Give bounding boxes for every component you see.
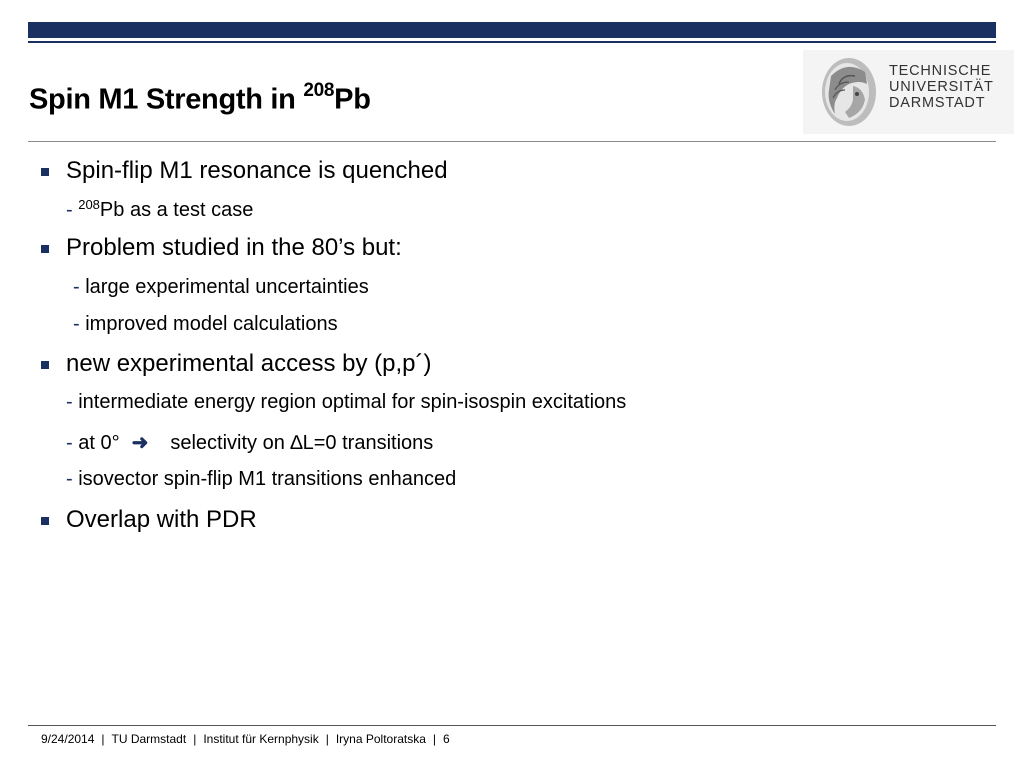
athena-head-icon — [819, 54, 883, 130]
footer-author: Iryna Poltoratska — [335, 732, 426, 746]
header-bar — [28, 22, 996, 38]
sub-bullet-text: intermediate energy region optimal for spin-isospin excitations — [78, 391, 627, 413]
footer-separator: | — [432, 732, 437, 746]
slide-title — [29, 82, 371, 117]
header-bar-line — [28, 41, 996, 43]
sub-bullet-text: improved model calculations — [85, 313, 338, 335]
dash-marker: - — [66, 391, 79, 413]
bullet-marker — [41, 361, 49, 369]
bullet-1: Spin-flip M1 resonance is quenched — [66, 157, 448, 184]
footer — [41, 732, 450, 746]
footer-separator: | — [101, 732, 105, 746]
sub-bullet-text: Pb as a test case — [99, 199, 254, 221]
sub-bullet-3-3 — [66, 468, 456, 491]
footer-separator: | — [193, 732, 197, 746]
sub-bullet-text: at 0° — [78, 432, 120, 454]
footer-separator: | — [325, 732, 329, 746]
arrow-right-icon: ➜ — [131, 432, 149, 454]
dash-marker: - — [66, 468, 79, 490]
bullet-4: Overlap with PDR — [66, 506, 257, 533]
footer-institute: Institut für Kernphysik — [203, 732, 319, 746]
bullet-marker — [41, 517, 49, 525]
dash-marker: - — [73, 276, 86, 298]
title-divider — [28, 141, 996, 142]
university-logo — [803, 50, 1014, 134]
sub-bullet-2-1 — [73, 276, 369, 299]
dash-marker: - — [73, 313, 86, 335]
logo-wordmark — [889, 63, 994, 111]
bullet-marker — [41, 245, 49, 253]
footer-organization: TU Darmstadt — [111, 732, 187, 746]
dash-marker: - — [66, 199, 79, 221]
superscript-208: 208 — [78, 197, 100, 212]
dash-marker: - — [66, 432, 79, 454]
slide-title-superscript: 208 — [303, 80, 335, 101]
sub-bullet-3-1 — [66, 391, 626, 414]
footer-date: 9/24/2014 — [41, 732, 95, 746]
bullet-3: new experimental access by (p,p´) — [66, 350, 432, 377]
bullet-marker — [41, 168, 49, 176]
logo-line-3: DARMSTADT — [889, 95, 986, 111]
logo-line-1: TECHNISCHE — [889, 63, 992, 79]
footer-page-number: 6 — [443, 732, 450, 746]
slide-title-text: Spin M1 Strength in — [29, 83, 304, 116]
sub-bullet-2-2 — [73, 313, 338, 336]
sub-bullet-text-2: selectivity on ∆L=0 transitions — [170, 432, 434, 454]
bullet-2: Problem studied in the 80’s but: — [66, 234, 402, 261]
sub-bullet-1-1 — [66, 199, 253, 222]
logo-line-2: UNIVERSITÄT — [889, 79, 994, 95]
sub-bullet-text: large experimental uncertainties — [85, 276, 369, 298]
sub-bullet-3-2 — [66, 430, 433, 455]
slide-title-end: Pb — [334, 83, 371, 116]
sub-bullet-text: isovector spin-flip M1 transitions enhanced — [78, 468, 457, 490]
footer-divider — [28, 725, 996, 726]
